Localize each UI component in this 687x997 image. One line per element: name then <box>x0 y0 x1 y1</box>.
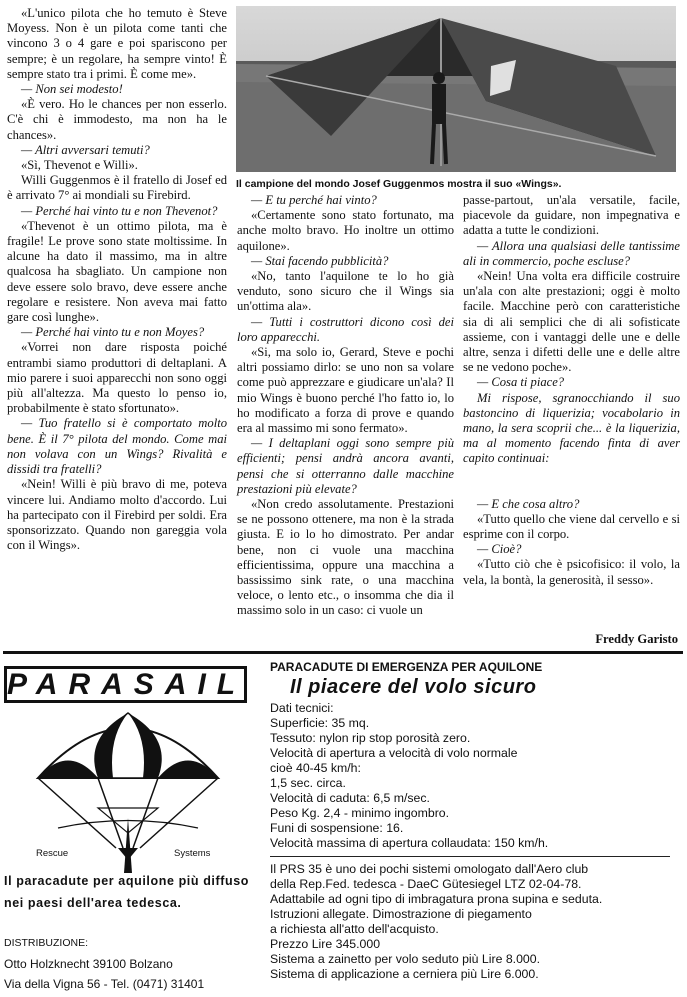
paragraph: «Vorrei non dare risposta poiché entrambi siamo produttori di deltaplani. A mio parere i suoi apparecchi non sono oggi più all'altezza. Ma questo lo penso io, probabilmente è stato sfortunato». <box>7 340 227 416</box>
interview-question: — E tu perché hai vinto? <box>251 193 377 207</box>
spec-line: Superficie: 35 mq. <box>270 716 370 730</box>
article-column-2 <box>237 193 454 619</box>
interview-question: Mi rispose, sgranocchiando il suo bastoncino di liquerizia; vocabolario in mano, la sera scoprii che... è la liquerizia, ma al momento facendo finta di aver capito continuai: <box>463 390 680 466</box>
note-line: Istruzioni allegate. Dimostrazione di piegamento <box>270 907 532 921</box>
rescue-label: Rescue <box>36 848 69 859</box>
interview-question: — Stai facendo pubblicità? <box>251 253 389 268</box>
paragraph: «Thevenot è un ottimo pilota, ma è fragile! Le prove sono state moltissime. In alcune ha dato il massimo, ma in altre qualcosa ha sbagliato. Un campione non deve essere solo bravo, deve essere anche regolare e resistere. Non aveva mai fatto gare così lunghe». <box>7 218 227 325</box>
paragraph: «Si, ma solo io, Gerard, Steve e pochi altri possiamo dirlo: se uno non sa volare come può apprezzare e giudicare un'ala? Il mio Wings è buono perché l'ho fatto io, lo ho modificato a forza di prove e quando era al massimo mi sono fermato». <box>237 345 454 436</box>
interview-question: — Altri avversari temuti? <box>21 142 150 157</box>
paragraph: passe-partout, un'ala versatile, facile, piacevole da guidare, non impegnativa e adatta a tutte le condizioni. <box>463 193 680 238</box>
spec-line: Velocità massima di apertura collaudata: 150 km/h. <box>270 836 549 850</box>
spec-line: Peso Kg. 2,4 - minimo ingombro. <box>270 806 450 820</box>
spec-line: Velocità di apertura a velocità di volo normale <box>270 746 518 760</box>
author-signature: Freddy Garisto <box>595 632 678 646</box>
paragraph: «Tutto ciò che è psicofisico: il volo, la vela, la bontà, la generosità, il sesso». <box>463 557 680 587</box>
systems-label: Systems <box>174 848 211 859</box>
ad-kicker: PARACADUTE DI EMERGENZA PER AQUILONE <box>270 660 543 674</box>
paragraph: «Sì, Thevenot e Willi». <box>21 158 138 173</box>
paragraph: «L'unico pilota che ho temuto è Steve Moyess. Non è un pilota come tanti che vincono 3 o 4 gare e poi spariscono per sempre; è un regolare, ha sempre vinto! È sempre stato tra i primi. È come me». <box>7 6 227 81</box>
spec-line: Dati tecnici: <box>270 701 334 715</box>
note-line: a richiesta all'atto dell'acquisto. <box>270 922 439 936</box>
note-line: Prezzo Lire 345.000 <box>270 937 381 951</box>
spec-line: 1,5 sec. circa. <box>270 776 346 790</box>
paragraph: «Nein! Una volta era difficile costruire un'ala con alte prestazioni; oggi è molto facile. Macchine però con caratteristiche sia di ali semplici che di ali sofisticate assieme, con i vantaggi delle une e delle altre, senza i difetti delle une e delle altre se ne vedono poche». <box>463 269 680 375</box>
ad-headline: Il piacere del volo sicuro <box>290 676 537 698</box>
distributor-address: Otto Holzknecht 39100 Bolzano <box>4 957 173 971</box>
interview-question: — Perché hai vinto tu e non Thevenot? <box>21 203 218 218</box>
spec-line: Velocità di caduta: 6,5 m/sec. <box>270 791 430 805</box>
technical-specs <box>270 701 682 982</box>
distribution-label: DISTRIBUZIONE: <box>4 937 89 949</box>
interview-question: — Non sei modesto! <box>21 82 123 97</box>
article-column-3 <box>463 193 680 588</box>
distributor-phone: Via della Vigna 56 - Tel. (0471) 31401 <box>4 977 205 991</box>
hang-glider-photo-illustration <box>236 6 676 172</box>
note-line: Sistema a zainetto per volo seduto più Lire 8.000. <box>270 952 541 966</box>
spec-line: cioè 40-45 km/h: <box>270 761 361 775</box>
interview-question: — Tutti i costruttori dicono così dei loro apparecchi. <box>237 314 454 344</box>
paragraph: «Non credo assolutamente. Prestazioni se ne possono ottenere, ma non è la strada giusta. E io lo ho dimostrato. Per andar bene, non ci vuole una macchina efficientissima, oppure una macchina a bassissimo sink rate, o una macchina veloce, o lento etc., o insomma che dia il massimo solo in un caso: ci vuole un <box>237 497 454 618</box>
paragraph: Willi Guggenmos è il fratello di Josef ed è arrivato 7° ai mondiali su Firebird. <box>7 173 227 203</box>
interview-question: — I deltaplani oggi sono sempre più efficienti; pensi andrà ancora avanti, pensi che si otterranno dalle macchine prestazioni più elevate? <box>237 436 454 496</box>
interview-question: — Tuo fratello si è comportato molto bene. È il 7° pilota del mondo. Come mai non volava con un Wings? Rivalità e dissidi tra fratelli? <box>7 416 227 477</box>
paragraph: «No, tanto l'aquilone te lo ho già venduto, sono sicuro che il Wings sia un'ottima ala». <box>237 269 454 314</box>
spec-line: Funi di sospensione: 16. <box>270 821 404 835</box>
interview-question: — Allora una qualsiasi delle tantissime ali in commercio, poche escluse? <box>463 238 680 268</box>
interview-question: — Cioè? <box>477 542 522 557</box>
paragraph <box>463 467 680 497</box>
article-column-1 <box>7 6 227 553</box>
photo-caption: Il campione del mondo Josef Guggenmos mostra il suo «Wings». <box>236 178 562 190</box>
parasail-advertisement <box>0 656 687 997</box>
note-line: Il PRS 35 è uno dei pochi sistemi omologato dall'Aero club <box>270 862 589 876</box>
paragraph: «Tutto quello che viene dal cervello e si esprime con il corpo. <box>463 511 680 542</box>
note-line: della Rep.Fed. tedesca - DaeC Gütesiegel LTZ 02-04-78. <box>270 877 582 891</box>
ad-tagline: Il paracadute per aquilone più diffuso nei paesi dell'area tedesca. <box>4 874 250 910</box>
section-divider <box>3 651 683 654</box>
hang-glider-photo <box>236 6 676 172</box>
interview-question: — Perché hai vinto tu e non Moyes? <box>21 325 205 340</box>
note-line: Sistema di applicazione a cerniera più Lire 6.000. <box>270 967 539 981</box>
paragraph: «Certamente sono stato fortunato, ma anche molto bravo. Ho inoltre un ottimo aquilone». <box>237 208 454 253</box>
paragraph: «Nein! Willi è più bravo di me, poteva vincere lui. Andiamo molto d'accordo. Lui ha partecipato con il Firebird per soldi. Era sponsorizzato. Quando non gareggia vola con il Wings». <box>7 477 227 553</box>
note-line: Adattabile ad ogni tipo di imbragatura prona supina e seduta. <box>270 892 603 906</box>
spec-line: Tessuto: nylon rip stop porosità zero. <box>270 731 471 745</box>
parasail-logo: PARASAIL <box>4 666 247 703</box>
interview-question: — E che cosa altro? <box>477 496 580 511</box>
paragraph: «È vero. Ho le chances per non esserlo. C'è chi è immodesto, ma non ha le chances». <box>7 97 227 142</box>
interview-question: — Cosa ti piace? <box>477 375 565 390</box>
spec-divider <box>270 856 670 857</box>
